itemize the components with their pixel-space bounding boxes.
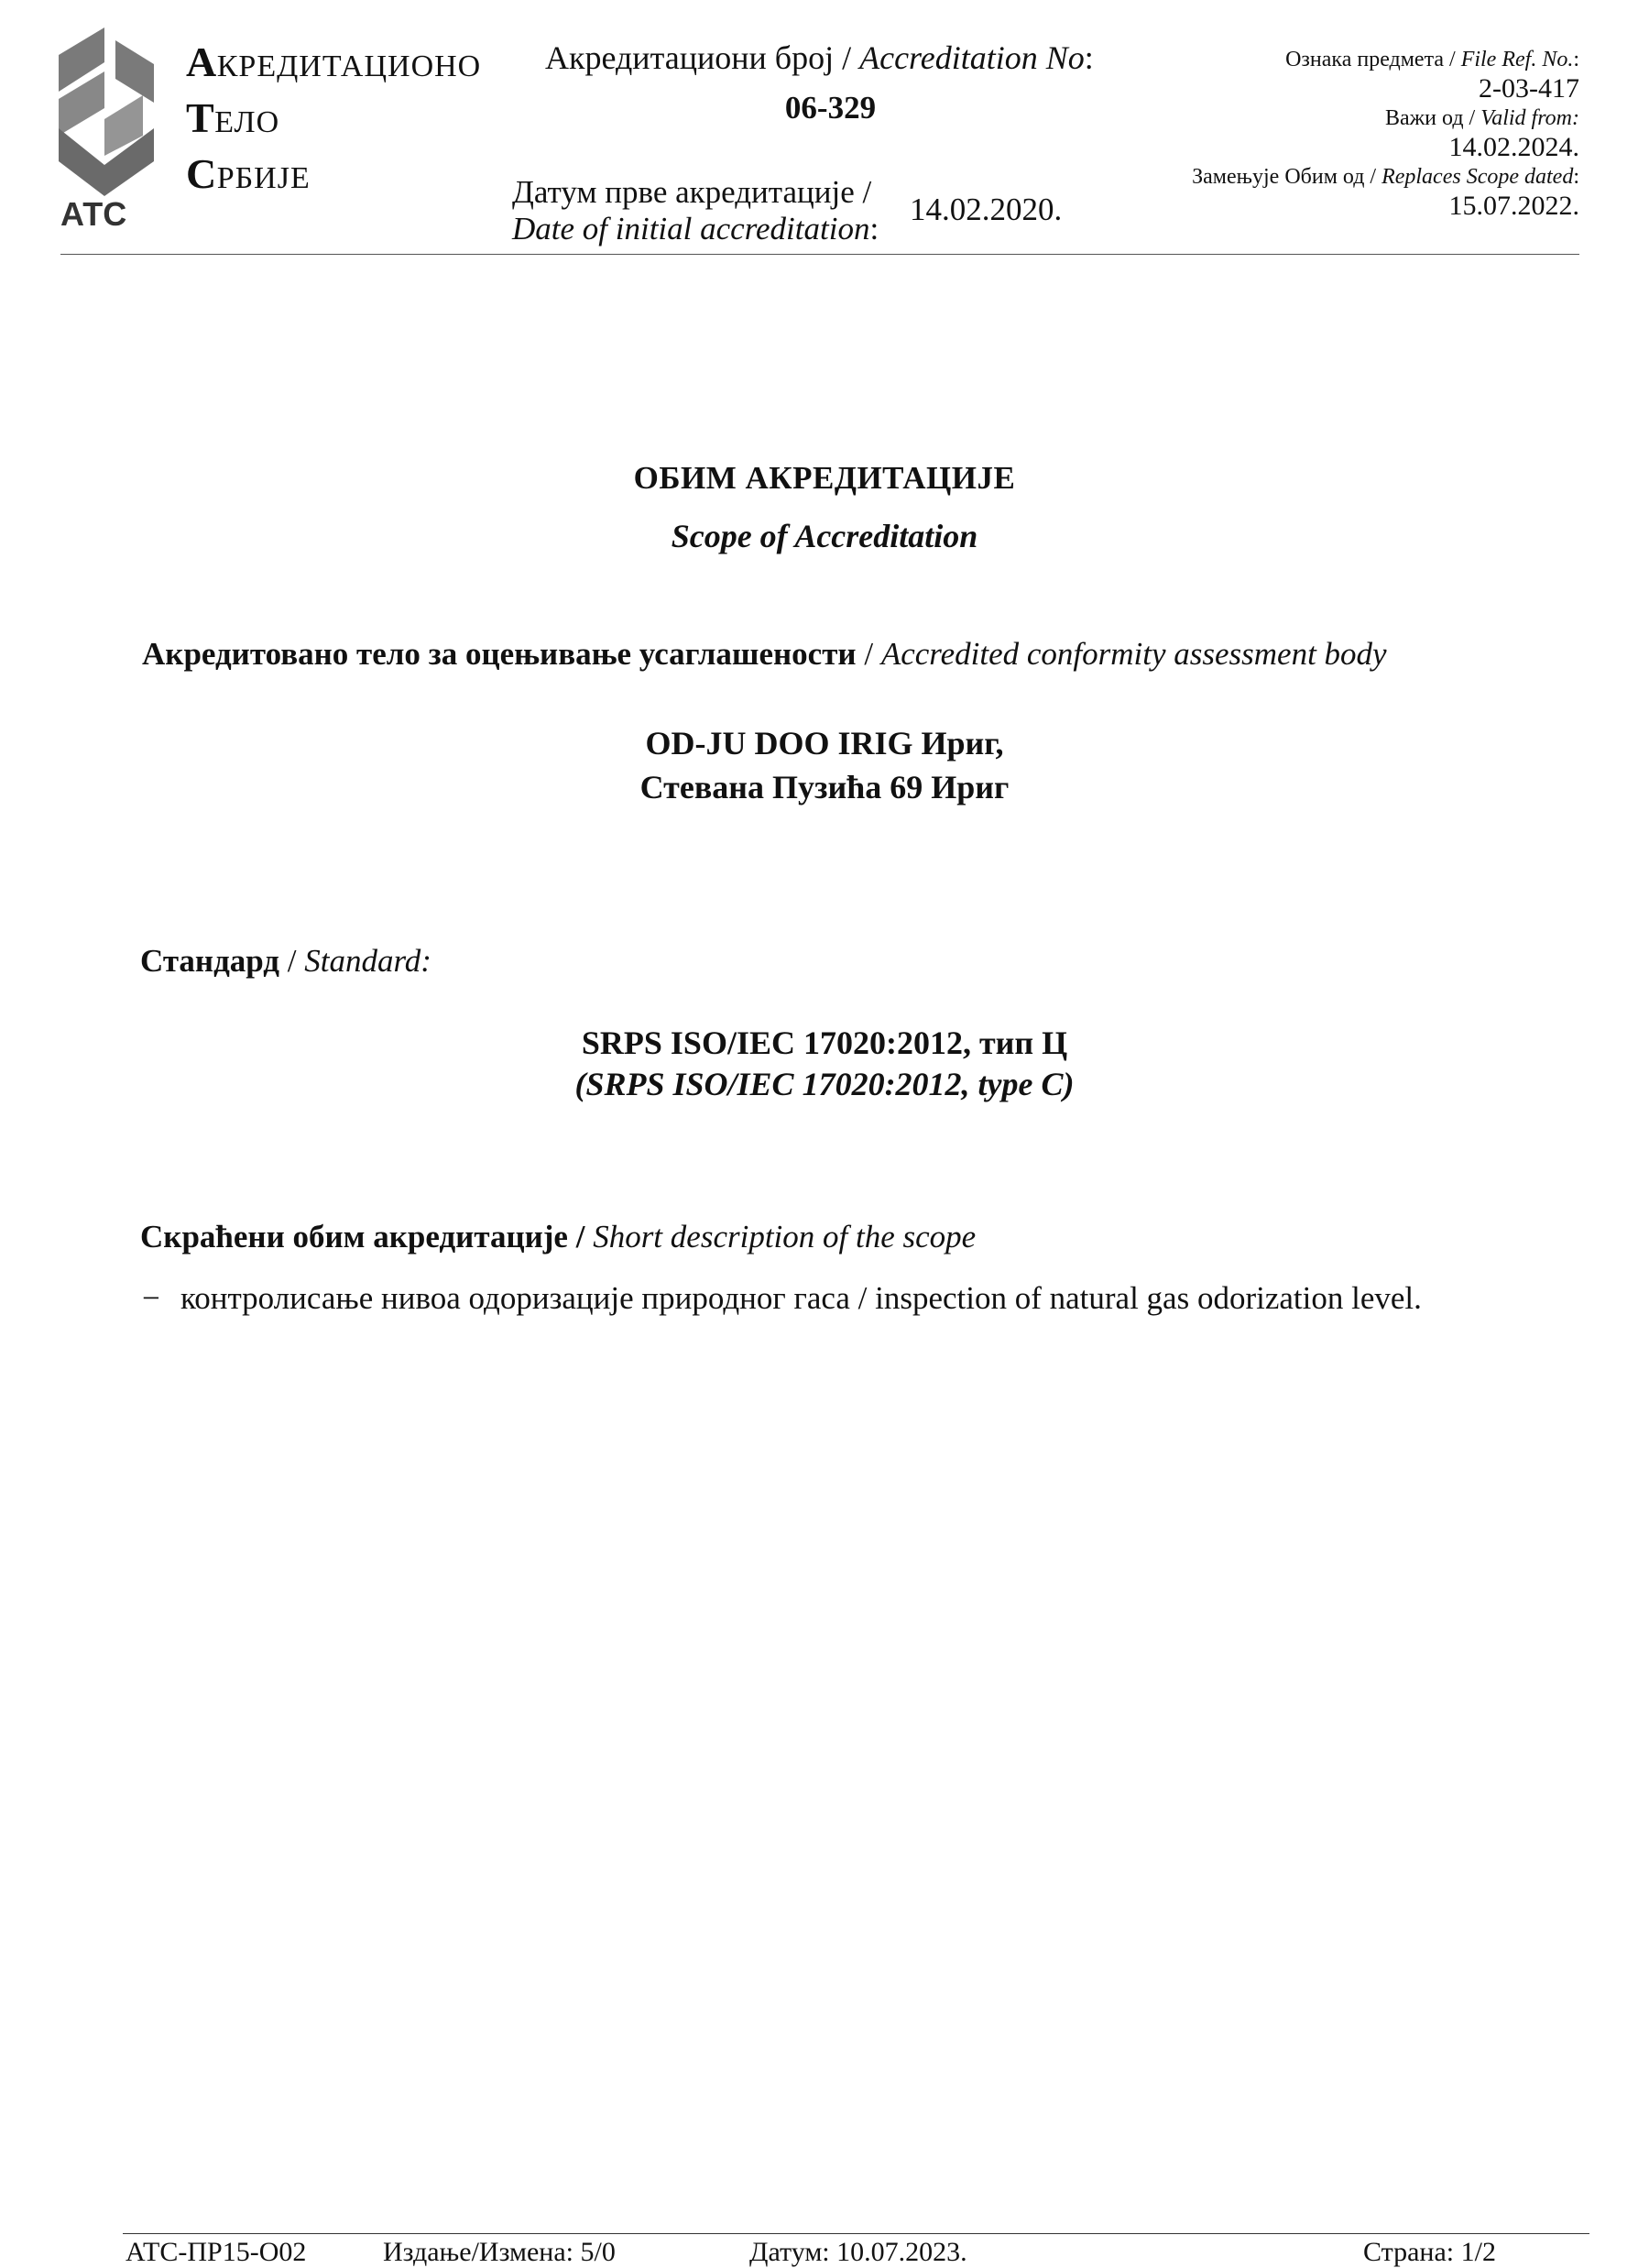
standard-en: (SRPS ISO/IEC 17020:2012, type C) xyxy=(574,1066,1075,1102)
logo-right-bar xyxy=(115,40,154,103)
logo-text: АТС xyxy=(60,195,127,229)
standard-sr: SRPS ISO/IEC 17020:2012, тип Ц xyxy=(581,1024,1068,1061)
valid-from-value: 14.02.2024. xyxy=(1448,132,1579,162)
org-name-line-2: ТЕЛО xyxy=(186,94,280,141)
list-bullet: − xyxy=(142,1280,160,1316)
list-item xyxy=(140,1278,1492,1318)
page-subtitle: Scope of Accreditation xyxy=(671,518,978,554)
scope-label: Скраћени обим акредитације / Short description of the scope xyxy=(140,1219,977,1255)
initial-accreditation-date: 14.02.2020. xyxy=(910,192,1063,227)
replaces-label: Замењује Обим од / Replaces Scope dated: xyxy=(1192,165,1579,189)
ats-logo xyxy=(53,27,159,229)
standard-label: Стандард / Standard: xyxy=(140,943,431,979)
replaces-value: 15.07.2022. xyxy=(1448,191,1579,221)
file-ref-label: Ознака предмета / File Ref. No.: xyxy=(1285,48,1579,71)
footer-page-number: Страна: 1/2 xyxy=(1363,2237,1496,2267)
accreditation-no: 06-329 xyxy=(784,90,877,126)
list-item-text: контролисање нивоа одоризације природног гаса / inspection of natural gas odorization level. xyxy=(180,1280,1422,1316)
footer-doc-code: АТС-ПР15-О02 xyxy=(126,2237,307,2267)
org-name-line-1: АКРЕДИТАЦИОНО xyxy=(186,38,482,85)
logo-chevron-left xyxy=(59,128,104,196)
initial-accreditation-label: Датум прве акредитације / Date of initial accreditation: xyxy=(512,174,879,247)
footer-date: Датум: 10.07.2023. xyxy=(749,2237,967,2267)
page-title: ОБИМ АКРЕДИТАЦИЈЕ xyxy=(633,460,1016,496)
cab-name: OD-JU DOO IRIG Ириг, xyxy=(645,725,1004,761)
org-name-line-3: СРБИЈЕ xyxy=(186,150,311,197)
file-ref-value: 2-03-417 xyxy=(1479,73,1579,104)
cab-address: Стевана Пузића 69 Ириг xyxy=(639,769,1010,805)
footer-issue: Издање/Измена: 5/0 xyxy=(383,2237,616,2267)
header-divider xyxy=(60,254,1579,255)
file-reference-block xyxy=(1192,46,1579,222)
footer-divider xyxy=(123,2233,1589,2234)
accreditation-no-label: Акредитациони број / Accreditation No: xyxy=(545,39,1094,76)
valid-from-label: Важи од / Valid from: xyxy=(1384,106,1579,130)
cab-label: Акредитовано тело за оцењивање усаглашености / Accredited conformity assessment body xyxy=(142,636,1387,672)
org-name xyxy=(186,37,481,204)
